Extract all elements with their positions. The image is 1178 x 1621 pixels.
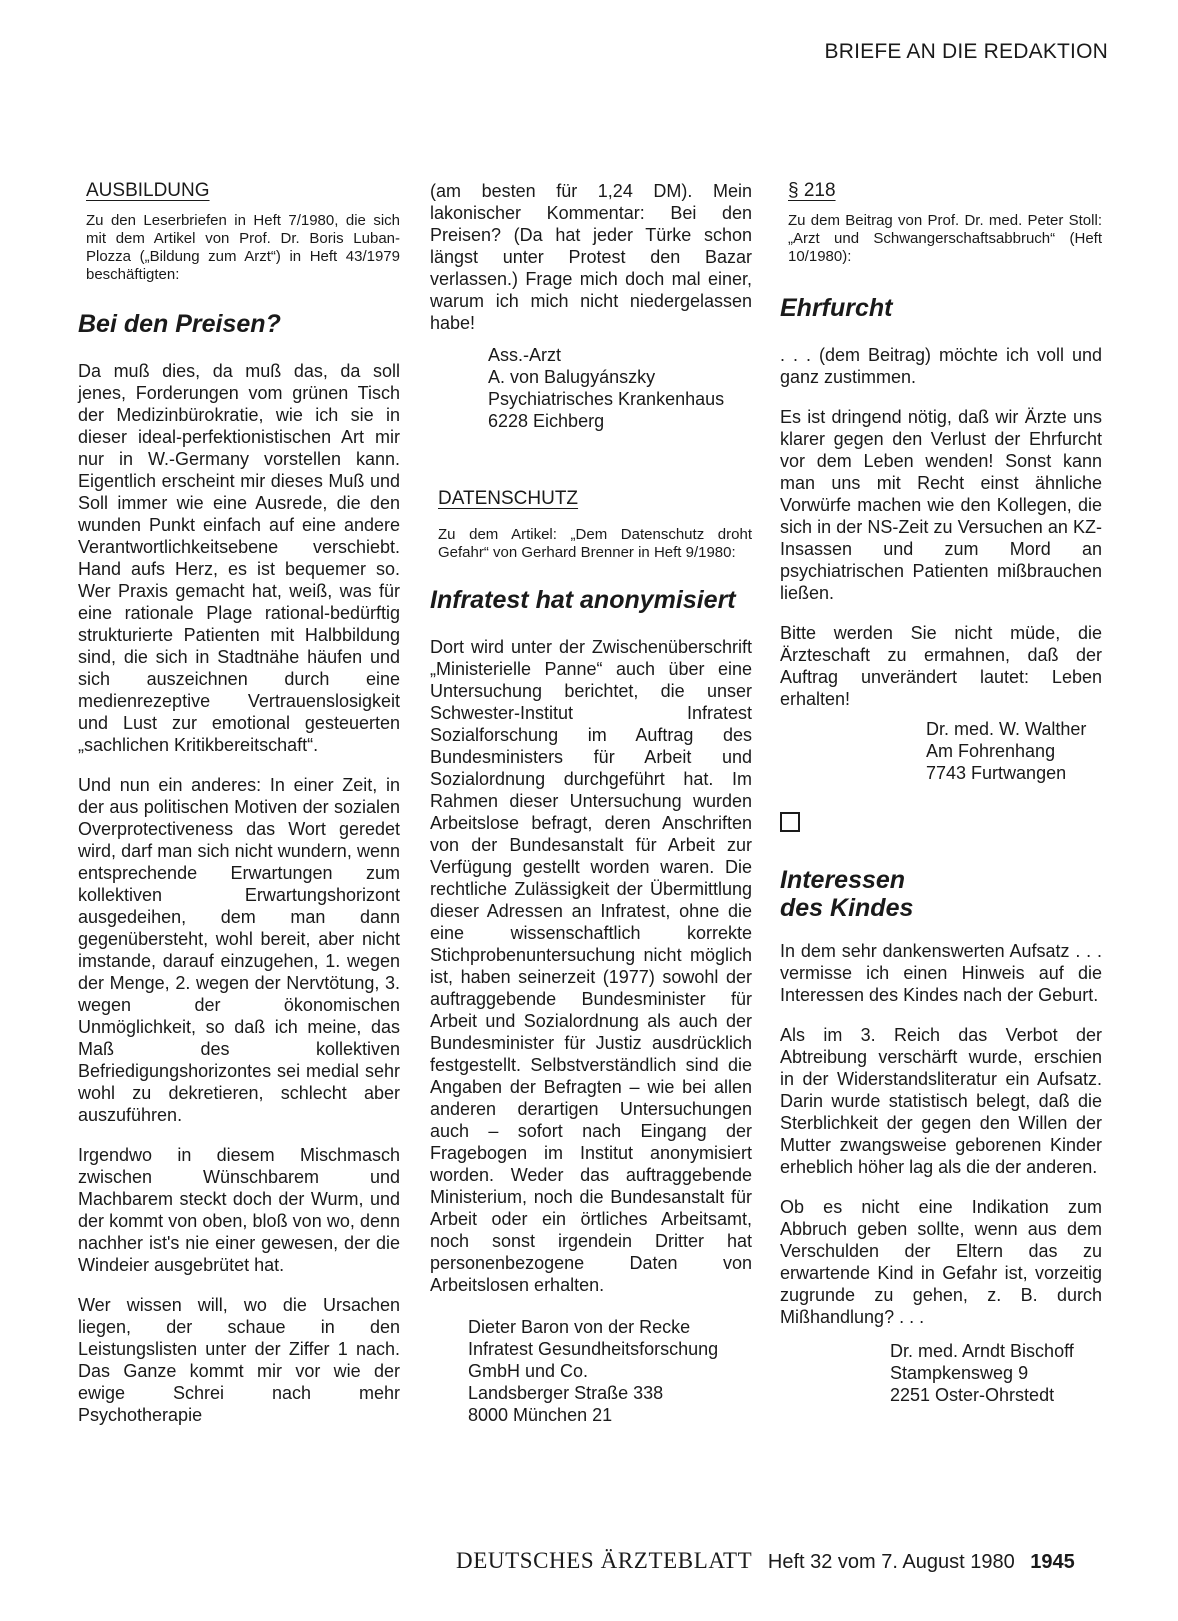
signature-line: Am Fohrenhang	[926, 741, 1056, 761]
signature-block	[468, 1316, 752, 1426]
issue-info: Heft 32 vom 7. August 1980	[767, 1551, 1015, 1573]
signature-line: A. von Balugyánszky	[488, 367, 656, 387]
body-paragraph: Ob es nicht eine Indikation zum Abbruch geben sollte, wenn aus dem Verschulden der Eltern das zu erwartende Kind in Gefahr ist, vorzeitig zugrunde zu gehen, z. B. durch Mißhandlung? . . .	[780, 1197, 1102, 1327]
reference-note: Zu den Leserbriefen in Heft 7/1980, die sich mit dem Artikel von Prof. Dr. Boris Luban-Plozza („Bildung zum Arzt“) in Heft 43/1979 beschäftigten:	[86, 212, 400, 283]
body-paragraph: In dem sehr dankenswerten Aufsatz . . . vermisse ich einen Hinweis auf die Interessen des Kindes nach der Geburt.	[780, 941, 1102, 1005]
body-paragraph: Bitte werden Sie nicht müde, die Ärzteschaft zu ermahnen, daß der Auftrag unverändert lautet: Leben erhalten!	[780, 623, 1102, 709]
signature-line: Dr. med. W. Walther	[926, 719, 1087, 739]
headline-line: des Kindes	[780, 894, 914, 922]
running-head: BRIEFE AN DIE REDAKTION	[824, 40, 1108, 63]
column-2	[430, 180, 752, 1426]
signature-block	[890, 1340, 1102, 1406]
journal-name: DEUTSCHES ÄRZTEBLATT	[456, 1548, 753, 1573]
signature-line: Stampkensweg 9	[890, 1363, 1029, 1383]
body-paragraph: Da muß dies, da muß das, da soll jenes, Forderungen vom grünen Tisch der Medizinbürokratie, wie ich sie in dieser ideal-perfektionistischen Art mir nur in W.-Germany vorstellen kann. Eigentlich erscheint mir dieses Muß und Soll immer wie eine Ausrede, die den wunden Punkt einfach auf eine andere Verantwortlichkeitsebene verschiebt. Hand aufs Herz, es ist bequemer so. Wer Praxis gemacht hat, weiß, was für eine rationale Plage rational-bedürftig strukturierte Patienten mit Halbbildung sind, die sich in Stadtnähe häufen und sich auszeichnen durch eine medienrezeptive Vertrauenslosigkeit und Lust zur emotional gesteuerten „sachlichen Kritikbereitschaft“.	[78, 361, 400, 755]
page-footer	[456, 1548, 1075, 1574]
signature-line: Landsberger Straße 338	[468, 1383, 664, 1403]
signature-line: Psychiatrisches Krankenhaus	[488, 389, 725, 409]
letter-headline: Ehrfurcht	[780, 294, 893, 322]
signature-line: 2251 Oster-Ohrstedt	[890, 1385, 1055, 1405]
signature-line: 7743 Furtwangen	[926, 763, 1067, 783]
body-paragraph: Als im 3. Reich das Verbot der Abtreibung verschärft wurde, erschien in der Widerstandsliteratur ein Aufsatz. Darin wurde statistisch belegt, daß die Sterblichkeit der gegen den Willen der Mutter zwangsweise geborenen Kinder erheblich höher lag als die der anderen.	[780, 1025, 1102, 1177]
section-rubric-ausbildung: AUSBILDUNG	[86, 180, 210, 201]
body-paragraph: Und nun ein anderes: In einer Zeit, in der aus politischen Motiven der sozialen Overprotectiveness das Wort geredet wird, darf man sich nicht wundern, wenn entsprechende Erwartungen zum kollektiven Erwartungshorizont ausgedeihen, dem man dann gegenübersteht, wohl bereit, aber nicht imstande, darauf einzugehen, 1. wegen der Menge, 2. wegen der Nervtötung, 3. wegen der ökonomischen Unmöglichkeit, so daß ich meine, das Maß des kollektiven Befriedigungshorizontes sei medial sehr wohl zu dekretieren, schlecht aber auszuführen.	[78, 775, 400, 1125]
page-number: 1945	[1030, 1551, 1075, 1573]
section-rubric-datenschutz: DATENSCHUTZ	[438, 488, 579, 509]
body-paragraph: . . . (dem Beitrag) möchte ich voll und ganz zustimmen.	[780, 345, 1102, 387]
signature-line: Dr. med. Arndt Bischoff	[890, 1341, 1074, 1361]
column-1	[78, 180, 400, 1426]
signature-line: Dieter Baron von der Recke	[468, 1317, 691, 1337]
end-of-section-box-icon	[780, 812, 800, 832]
body-paragraph: Dort wird unter der Zwischenüberschrift „Ministerielle Panne“ auch über eine Untersuchung berichtet, die unser Schwester-Institut Infratest Sozialforschung im Auftrag des Bundesministers für Arbeit und Sozialordnung durchgeführt hat. Im Rahmen dieser Untersuchung wurden Arbeitslose befragt, deren Anschriften von der Bundesanstalt für Arbeit zur Verfügung gestellt worden waren. Die rechtliche Zulässigkeit der Übermittlung dieser Adressen an Infratest, ohne die eine wissenschaftlich korrekte Stichprobenuntersuchung nicht möglich ist, haben seinerzeit (1977) sowohl der auftraggebende Bundesminister für Arbeit und Sozialordnung als auch der Bundesminister für Justiz ausdrücklich festgestellt. Selbstverständlich sind die Angaben der Befragten – wie bei allen anderen derartigen Untersuchungen auch – sofort nach Eingang der Fragebogen im Institut anonymisiert worden. Weder das auftraggebende Ministerium, noch die Bundesanstalt für Arbeit oder ein örtliches Arbeitsamt, noch sonst irgendein Dritter hat personenbezogene Daten von Arbeitslosen erhalten.	[430, 637, 752, 1295]
signature-line: Infratest Gesundheitsforschung	[468, 1339, 719, 1359]
signature-line: GmbH und Co.	[468, 1361, 589, 1381]
letter-headline: Infratest hat anonymisiert	[430, 586, 736, 614]
letter-headline	[780, 866, 1102, 922]
letter-headline: Bei den Preisen?	[78, 310, 281, 338]
column-3	[780, 180, 1102, 1406]
body-paragraph-continued: (am besten für 1,24 DM). Mein lakonischer Kommentar: Bei den Preisen? (Da hat jeder Türke schon längst unter Protest den Bazar verlassen.) Frage mich doch mal einer, warum ich mich nicht niedergelassen habe!	[430, 181, 752, 333]
section-rubric-paragraph-218: § 218	[788, 180, 836, 201]
signature-line: 8000 München 21	[468, 1405, 613, 1425]
signature-block	[488, 344, 752, 432]
body-paragraph: Irgendwo in diesem Mischmasch zwischen Wünschbarem und Machbarem steckt doch der Wurm, und der kommt von oben, bloß von wo, denn nachher ist's nie einer gewesen, der die Windeier ausgebrütet hat.	[78, 1145, 400, 1275]
signature-line: 6228 Eichberg	[488, 411, 605, 431]
body-paragraph: Es ist dringend nötig, daß wir Ärzte uns klarer gegen den Verlust der Ehrfurcht vor dem Leben wenden! Sonst kann man uns mit Recht einst ähnliche Vorwürfe machen wie den Kollegen, die sich in der NS-Zeit zu Versuchen an KZ-Insassen und zum Mord an psychiatrischen Patienten mißbrauchen ließen.	[780, 407, 1102, 603]
reference-note: Zu dem Artikel: „Dem Datenschutz droht Gefahr“ von Gerhard Brenner in Heft 9/1980:	[438, 526, 752, 561]
signature-line: Ass.-Arzt	[488, 345, 562, 365]
headline-line: Interessen	[780, 866, 906, 894]
signature-block	[926, 718, 1102, 784]
body-paragraph: Wer wissen will, wo die Ursachen liegen, der schaue in den Leistungslisten unter der Ziffer 1 nach. Das Ganze kommt mir vor wie der ewige Schrei nach mehr Psychotherapie	[78, 1295, 400, 1425]
reference-note: Zu dem Beitrag von Prof. Dr. med. Peter Stoll: „Arzt und Schwangerschaftsabbruch“ (Heft 10/1980):	[788, 212, 1102, 265]
